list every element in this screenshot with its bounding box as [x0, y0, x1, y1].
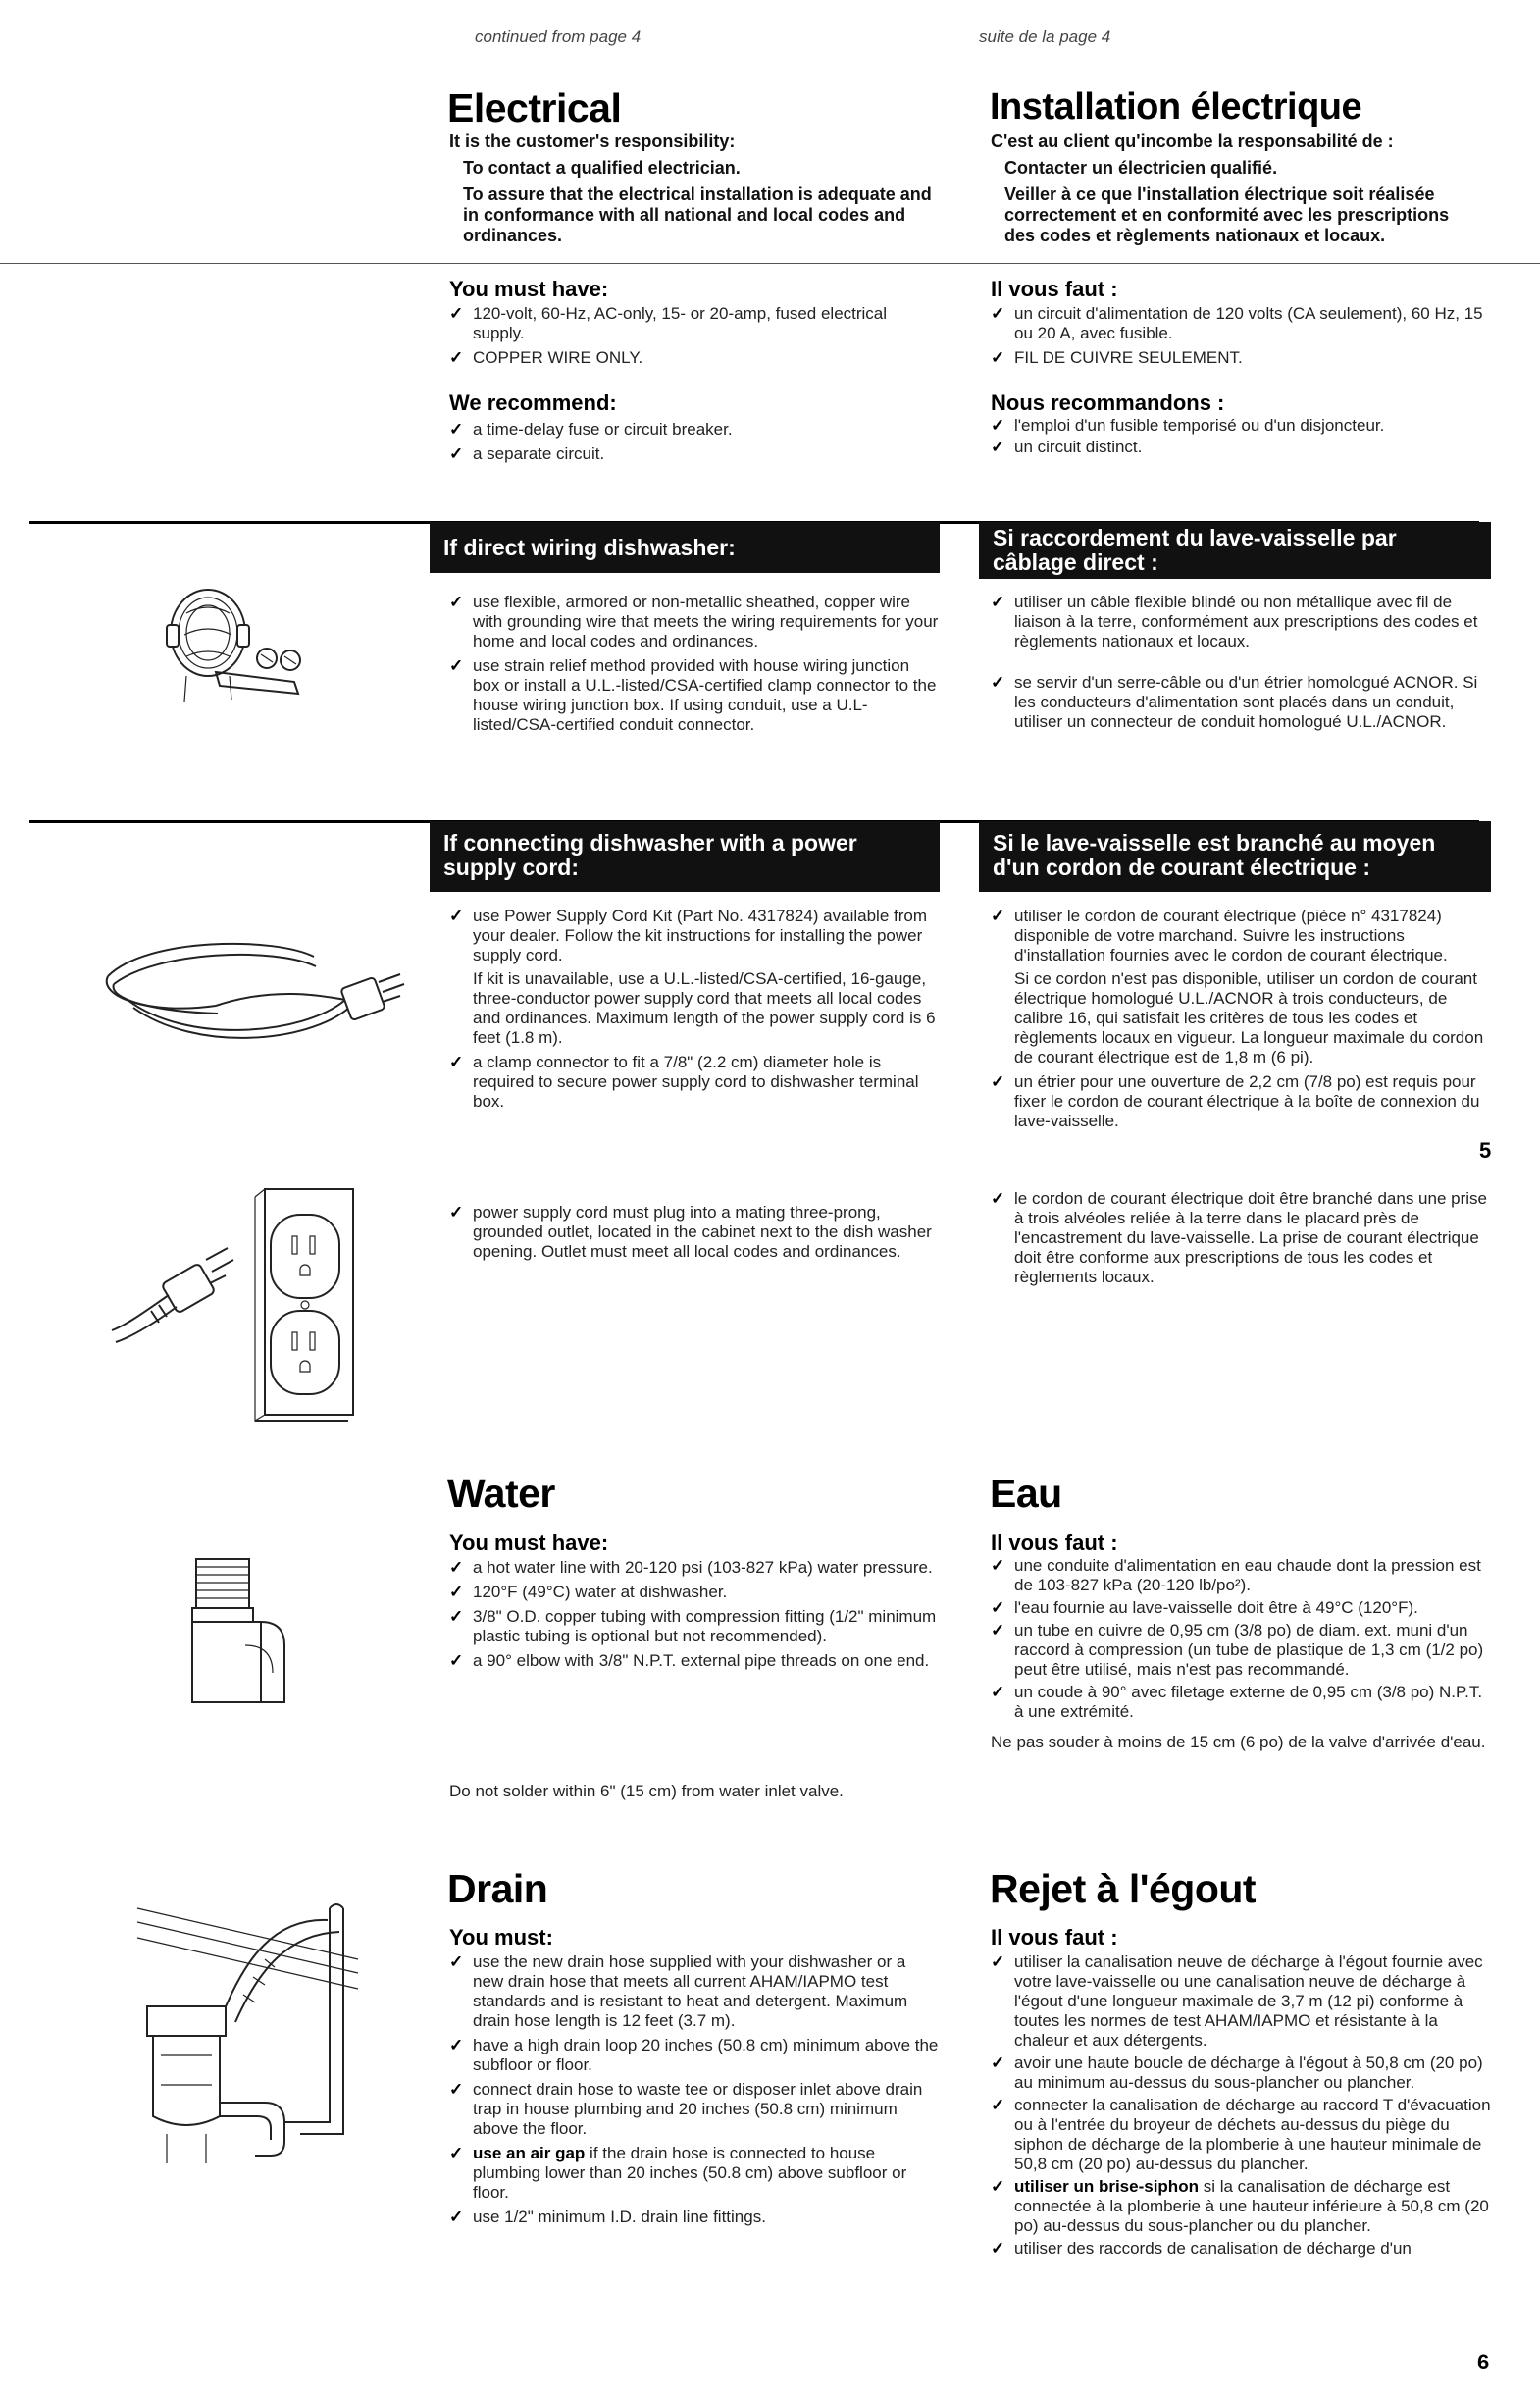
- list-item: ✓ a hot water line with 20-120 psi (103-827 kPa) water pressure.: [449, 1558, 933, 1577]
- list-item: ✓ un étrier pour une ouverture de 2,2 cm (7/8 po) est requis pour fixer le cordon de courant électrique à la boîte de connexion du lave-vaisselle.: [991, 1072, 1480, 1130]
- list-item: ✓ use Power Supply Cord Kit (Part No. 4317824) available from your dealer. Follow the kit instructions for installing the power supply cord. If kit is unavailable, use a U.L.-listed/CSA-certified, 16-gauge, three-conductor power supply cord that meets all local codes and ordinances. Maximum length of the power supply cord is 6 feet (1.8 m).: [449, 907, 936, 1047]
- outlet-illustration: [108, 1187, 363, 1423]
- must-have-heading-fr: Il vous faut :: [991, 277, 1118, 301]
- check-icon: ✓: [991, 1952, 1005, 1971]
- power-cord-banner-fr: Si le lave-vaisselle est branché au moyen d'un cordon de courant électrique :: [979, 821, 1491, 892]
- power-cord-banner: If connecting dishwasher with a power supply cord:: [430, 821, 940, 892]
- water-note-fr: Ne pas souder à moins de 15 cm (6 po) de la valve d'arrivée d'eau.: [991, 1733, 1486, 1751]
- check-icon: ✓: [991, 1072, 1005, 1091]
- intro-line: Veiller à ce que l'installation électrique soit réalisée correctement et en conformité avec les prescriptions des codes et règlements nationaux et locaux.: [1004, 184, 1450, 245]
- elbow-fitting-illustration: [186, 1555, 304, 1722]
- list-item: ✓ a separate circuit.: [449, 444, 605, 463]
- list-item: ✓ l'eau fournie au lave-vaisselle doit être à 49°C (120°F).: [991, 1598, 1418, 1617]
- check-icon: ✓: [449, 2080, 464, 2099]
- list-item: ✓ COPPER WIRE ONLY.: [449, 348, 643, 367]
- direct-wiring-banner-fr: Si raccordement du lave-vaisselle par câblage direct :: [979, 522, 1491, 579]
- check-icon: ✓: [991, 673, 1005, 692]
- intro-line: C'est au client qu'incombe la responsabilité de :: [991, 131, 1394, 151]
- check-icon: ✓: [991, 304, 1005, 323]
- electrical-intro-fr: [991, 131, 1481, 252]
- check-icon: ✓: [991, 593, 1005, 611]
- list-item: ✓ un circuit d'alimentation de 120 volts (CA seulement), 60 Hz, 15 ou 20 A, avec fusible.: [991, 304, 1483, 342]
- list-item: ✓ utiliser le cordon de courant électrique (pièce n° 4317824) disponible de votre marchand. Suivre les instructions d'installation fournies avec le cordon de courant électrique. Si ce cordon n'est pas disponible, utiliser un cordon de courant électrique homologué U.L./ACNOR à trois conducteurs, de calibre 16, qui satisfait les critères de tous les codes et règlements locaux en vigueur. La longueur maximale du cordon de courant électrique est de 1,8 m (6 pi).: [991, 907, 1484, 1066]
- check-icon: ✓: [991, 1556, 1005, 1575]
- check-icon: ✓: [991, 1683, 1005, 1701]
- check-icon: ✓: [449, 1053, 464, 1071]
- list-item: ✓ connecter la canalisation de décharge au raccord T d'évacuation ou à l'entrée du broyeur de déchets au-dessus du piège du siphon de décharge de la plomberie à une hauteur minimale de 50,8 cm (20 po) au-dessus du plancher.: [991, 2096, 1491, 2173]
- must-have-list-en: [449, 304, 940, 373]
- page-number-5: 5: [1479, 1138, 1492, 1163]
- list-item: ✓ l'emploi d'un fusible temporisé ou d'un disjoncteur.: [991, 416, 1385, 435]
- list-item: ✓ a time-delay fuse or circuit breaker.: [449, 420, 733, 439]
- list-item: ✓ utiliser un câble flexible blindé ou non métallique avec fil de liaison à la terre, conformément aux prescriptions des codes et règlements nationaux et locaux.: [991, 593, 1478, 650]
- power-cord-illustration: [88, 917, 422, 1065]
- recommend-list-en: [449, 420, 940, 469]
- intro-line: It is the customer's responsibility:: [449, 131, 736, 151]
- check-icon: ✓: [449, 304, 464, 323]
- check-icon: ✓: [449, 444, 464, 463]
- check-icon: ✓: [991, 2054, 1005, 2072]
- junction-box-illustration: [147, 574, 314, 731]
- intro-line: Contacter un électricien qualifié.: [1004, 158, 1278, 178]
- recommend-list-fr: [991, 416, 1501, 462]
- drain-hose-illustration: [128, 1898, 383, 2168]
- outlet-list-fr: [991, 1189, 1491, 1292]
- water-title-fr: Eau: [990, 1471, 1062, 1516]
- water-note: Do not solder within 6" (15 cm) from water inlet valve.: [449, 1782, 844, 1800]
- electrical-intro-en: [449, 131, 940, 252]
- list-item: ✓ a 90° elbow with 3/8" N.P.T. external pipe threads on one end.: [449, 1651, 930, 1670]
- drain-must-heading-fr: Il vous faut :: [991, 1925, 1118, 1950]
- list-item: ✓ have a high drain loop 20 inches (50.8 cm) minimum above the subfloor or floor.: [449, 2036, 939, 2074]
- check-icon: ✓: [449, 2036, 464, 2054]
- drain-title: Drain: [447, 1866, 548, 1911]
- check-icon: ✓: [991, 416, 1005, 435]
- list-item: ✓ avoir une haute boucle de décharge à l'égout à 50,8 cm (20 po) au minimum au-dessus du sous-plancher ou plancher.: [991, 2054, 1483, 2092]
- list-item: ✓ utiliser la canalisation neuve de décharge à l'égout fournie avec votre lave-vaisselle ou une canalisation neuve de décharge à l'égout d'une longueur maximale de 3,7 m (12 pi) conforme à toutes les normes de test AHAM/IAPMO et résistante à la chaleur et aux détergents.: [991, 1952, 1483, 2050]
- check-icon: ✓: [449, 1558, 464, 1577]
- outlet-list-en: [449, 1203, 940, 1267]
- list-item: ✓ 120°F (49°C) water at dishwasher.: [449, 1583, 728, 1601]
- check-icon: ✓: [991, 2177, 1005, 2196]
- drain-must-heading: You must:: [449, 1925, 553, 1950]
- check-icon: ✓: [449, 1952, 464, 1971]
- direct-wiring-list-en: [449, 593, 940, 740]
- drain-list-fr: [991, 1952, 1491, 2262]
- intro-line: To contact a qualified electrician.: [463, 158, 741, 178]
- direct-wiring-banner: If direct wiring dishwasher:: [430, 522, 940, 573]
- list-item: ✓ use the new drain hose supplied with your dishwasher or a new drain hose that meets all current AHAM/IAPMO test standards and is resistant to heat and detergent. Maximum drain hose length is 12 feet (3.7 m).: [449, 1952, 908, 2030]
- list-item: ✓ un tube en cuivre de 0,95 cm (3/8 po) de diam. ext. muni d'un raccord à compression (un tube de plastique de 1,3 cm (1/2 po) peut être utilisé, mais n'est pas recommandé.: [991, 1621, 1484, 1679]
- water-must-heading: You must have:: [449, 1531, 609, 1555]
- list-item: ✓ use strain relief method provided with house wiring junction box or install a U.L.-listed/CSA-certified clamp connector to the house wiring junction box. If using conduit, use a U.L-listed/CSA-certified conduit connector.: [449, 656, 937, 734]
- check-icon: ✓: [449, 1651, 464, 1670]
- check-icon: ✓: [449, 907, 464, 925]
- check-icon: ✓: [991, 1189, 1005, 1208]
- check-icon: ✓: [449, 1607, 464, 1626]
- page-number-6: 6: [1477, 2350, 1490, 2374]
- list-item: ✓ se servir d'un serre-câble ou d'un étrier homologué ACNOR. Si les conducteurs d'alimentation sont placés dans un conduit, utiliser un connecteur de conduit homologué U.L./ACNOR.: [991, 673, 1478, 731]
- list-item: ✓ 120-volt, 60-Hz, AC-only, 15- or 20-amp, fused electrical supply.: [449, 304, 888, 342]
- list-item: ✓ le cordon de courant électrique doit être branché dans une prise à trois alvéoles reliée à la terre dans le placard près de l'encastrement du lave-vaisselle. La prise de courant électrique doit être conforme aux prescriptions de tous les codes et règlements locaux.: [991, 1189, 1487, 1286]
- check-icon: ✓: [991, 348, 1005, 367]
- intro-line: To assure that the electrical installation is adequate and in conformance with all national and local codes and ordinances.: [463, 184, 932, 245]
- list-item: ✓ use 1/2" minimum I.D. drain line fittings.: [449, 2208, 766, 2226]
- check-icon: ✓: [991, 438, 1005, 456]
- electrical-title: Electrical: [447, 85, 622, 130]
- electrical-title-fr: Installation électrique: [990, 86, 1362, 128]
- check-icon: ✓: [991, 1598, 1005, 1617]
- check-icon: ✓: [449, 593, 464, 611]
- water-list-en: [449, 1558, 940, 1676]
- continued-from-page-en: continued from page 4: [475, 27, 642, 46]
- list-item: ✓ use flexible, armored or non-metallic sheathed, copper wire with grounding wire that meets the wiring requirements for your home and local codes and ordinances.: [449, 593, 939, 650]
- check-icon: ✓: [991, 1621, 1005, 1639]
- drain-title-fr: Rejet à l'égout: [990, 1866, 1257, 1911]
- check-icon: ✓: [449, 348, 464, 367]
- list-item: ✓ un circuit distinct.: [991, 438, 1143, 456]
- list-item: ✓ a clamp connector to fit a 7/8" (2.2 cm) diameter hole is required to secure power supply cord to dishwasher terminal box.: [449, 1053, 919, 1111]
- check-icon: ✓: [449, 2144, 464, 2162]
- list-item: ✓ 3/8" O.D. copper tubing with compression fitting (1/2" minimum plastic tubing is optional but not recommended).: [449, 1607, 937, 1645]
- check-icon: ✓: [449, 656, 464, 675]
- divider: [0, 263, 1540, 264]
- list-item: ✓ un coude à 90° avec filetage externe de 0,95 cm (3/8 po) N.P.T. à une extrémité.: [991, 1683, 1483, 1721]
- check-icon: ✓: [991, 2239, 1005, 2258]
- water-list-fr: [991, 1556, 1491, 1725]
- must-have-list-fr: [991, 304, 1501, 373]
- direct-wiring-list-fr: [991, 593, 1491, 737]
- water-must-heading-fr: Il vous faut :: [991, 1531, 1118, 1555]
- list-item: ✓ FIL DE CUIVRE SEULEMENT.: [991, 348, 1243, 367]
- check-icon: ✓: [449, 2208, 464, 2226]
- list-item: ✓ utiliser un brise-siphon si la canalisation de décharge est connectée à la plomberie à une hauteur inférieure à 50,8 cm (20 po) au-dessus du sous-plancher ou du plancher.: [991, 2177, 1489, 2235]
- recommend-heading: We recommend:: [449, 390, 617, 415]
- must-have-heading: You must have:: [449, 277, 609, 301]
- drain-list-en: [449, 1952, 940, 2232]
- list-item: ✓ connect drain hose to waste tee or disposer inlet above drain trap in house plumbing and 20 inches (50.8 cm) minimum above the floor.: [449, 2080, 923, 2138]
- check-icon: ✓: [991, 907, 1005, 925]
- check-icon: ✓: [449, 420, 464, 439]
- recommend-heading-fr: Nous recommandons :: [991, 390, 1225, 415]
- list-item: ✓ use an air gap if the drain hose is connected to house plumbing lower than 20 inches (50.8 cm) above subfloor or floor.: [449, 2144, 907, 2202]
- continued-from-page-fr: suite de la page 4: [979, 27, 1111, 46]
- power-cord-list-fr: [991, 907, 1491, 1136]
- check-icon: ✓: [449, 1583, 464, 1601]
- list-item: ✓ une conduite d'alimentation en eau chaude dont la pression est de 103-827 kPa (20-120 lb/po²).: [991, 1556, 1481, 1594]
- list-item: ✓ utiliser des raccords de canalisation de décharge d'un: [991, 2239, 1412, 2258]
- power-cord-list-en: [449, 907, 940, 1117]
- list-item: ✓ power supply cord must plug into a mating three-prong, grounded outlet, located in the cabinet next to the dish washer opening. Outlet must meet all local codes and ordinances.: [449, 1203, 932, 1261]
- check-icon: ✓: [991, 2096, 1005, 2114]
- check-icon: ✓: [449, 1203, 464, 1222]
- water-title: Water: [447, 1471, 555, 1516]
